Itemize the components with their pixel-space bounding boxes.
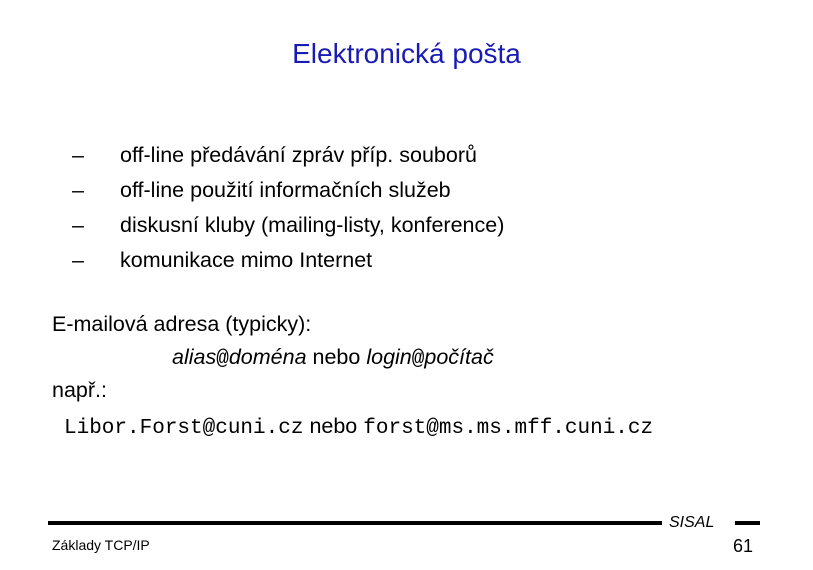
computer-text: počítač — [424, 345, 494, 369]
footer-course-title: Základy TCP/IP — [52, 537, 150, 553]
bullet-text: off-line použití informačních služeb — [120, 178, 451, 202]
example-label: např.: — [52, 378, 107, 402]
bullet-dash: – — [72, 248, 84, 272]
example-connector: nebo — [309, 414, 358, 438]
example-line — [64, 414, 653, 440]
example-address-1: Libor.Forst@cuni.cz — [64, 417, 304, 440]
list-item — [72, 138, 504, 173]
slide-title: Elektronická pošta — [292, 38, 521, 69]
bullet-dash: – — [72, 213, 84, 237]
bullet-dash: – — [72, 178, 84, 202]
footer-divider — [48, 521, 662, 525]
at-sign: @ — [216, 348, 229, 371]
footer-divider-short — [735, 521, 760, 525]
bullet-dash: – — [72, 143, 84, 167]
email-heading: E-mailová adresa (typicky): — [52, 312, 312, 336]
login-text: login — [366, 345, 412, 369]
list-item — [72, 208, 504, 243]
connector-text: nebo — [312, 345, 361, 369]
example-address-2: forst@ms.ms.mff.cuni.cz — [363, 417, 654, 440]
email-pattern — [172, 345, 494, 371]
bullet-text: diskusní kluby (mailing-listy, konference) — [120, 213, 505, 237]
list-item — [72, 173, 504, 208]
bullet-text: komunikace mimo Internet — [120, 248, 373, 272]
bullet-text: off-line předávání zpráv příp. souborů — [120, 143, 477, 167]
footer-brand: SISAL — [669, 514, 715, 531]
bullet-list — [72, 138, 504, 278]
at-sign: @ — [411, 348, 425, 371]
alias-text: alias — [172, 345, 217, 369]
domain-text: doména — [228, 345, 307, 369]
page-number: 61 — [733, 536, 754, 556]
list-item — [72, 243, 504, 278]
